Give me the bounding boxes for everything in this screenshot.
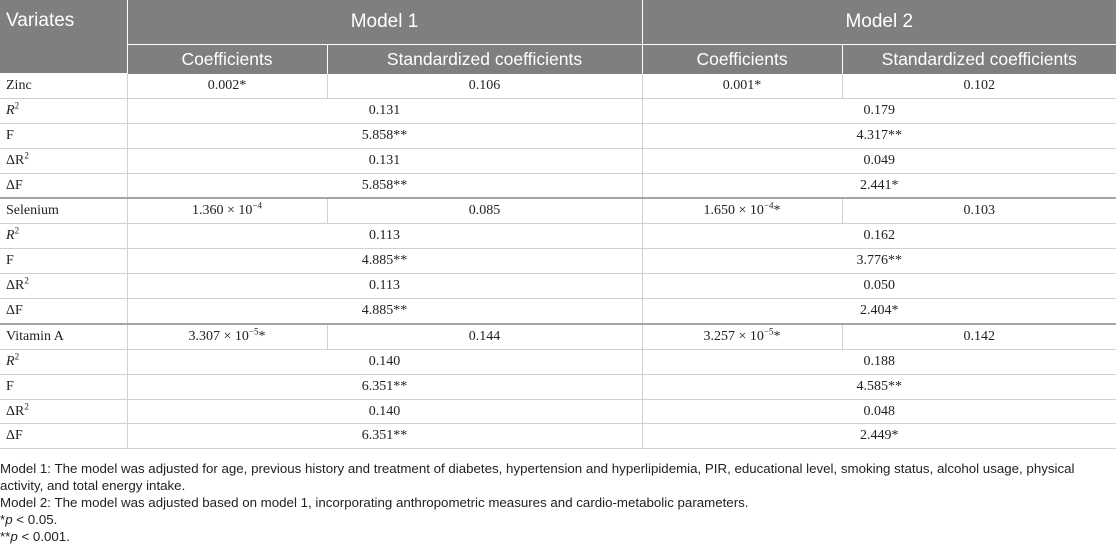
model2-value: 0.179 xyxy=(642,98,1116,123)
note-p-0001: **p < 0.001. xyxy=(0,529,70,544)
table-row xyxy=(0,274,1116,299)
row-label: $\Delta R^2$ xyxy=(0,148,127,173)
row-label: $R^2$ xyxy=(0,349,127,374)
model2-coefficient: 0.001* xyxy=(642,74,842,99)
row-label: $\Delta R^2$ xyxy=(0,274,127,299)
table-row xyxy=(0,424,1116,449)
header-m2-standardized: Standardized coefficients xyxy=(842,44,1116,73)
model1-standardized: 0.144 xyxy=(327,324,642,349)
model2-value: 0.049 xyxy=(642,148,1116,173)
header-variates: Variates xyxy=(0,0,127,74)
model2-standardized: 0.103 xyxy=(842,198,1116,223)
row-label: ΔF xyxy=(0,299,127,324)
table-row xyxy=(0,198,1116,223)
model2-value: 2.404* xyxy=(642,299,1116,324)
model2-value: 2.449* xyxy=(642,424,1116,449)
model2-value: 4.585** xyxy=(642,374,1116,399)
table-row xyxy=(0,299,1116,324)
model1-value: 5.858** xyxy=(127,123,642,148)
header-m2-coefficients: Coefficients xyxy=(642,44,842,73)
model1-value: 4.885** xyxy=(127,249,642,274)
model2-standardized: 0.142 xyxy=(842,324,1116,349)
row-label: Selenium xyxy=(0,198,127,223)
note-model-2: Model 2: The model was adjusted based on model 1, incorporating anthropometric measures and cardio-metabolic parameters. xyxy=(0,495,749,510)
model2-value: 3.776** xyxy=(642,249,1116,274)
table-footnotes xyxy=(0,460,1108,545)
model1-standardized: 0.085 xyxy=(327,198,642,223)
model2-standardized: 0.102 xyxy=(842,74,1116,99)
row-label: F xyxy=(0,249,127,274)
model1-value: 5.858** xyxy=(127,173,642,198)
model1-value: 6.351** xyxy=(127,424,642,449)
table-row xyxy=(0,148,1116,173)
table-row xyxy=(0,324,1116,349)
table-row xyxy=(0,173,1116,198)
header-model-2: Model 2 xyxy=(642,0,1116,44)
model1-value: 4.885** xyxy=(127,299,642,324)
row-label: Zinc xyxy=(0,74,127,99)
row-label: Vitamin A xyxy=(0,324,127,349)
model1-value: 0.140 xyxy=(127,349,642,374)
model2-coefficient: $3.257 \times 10^{-5}*$ xyxy=(642,324,842,349)
row-label: $R^2$ xyxy=(0,224,127,249)
row-label: $R^2$ xyxy=(0,98,127,123)
model2-value: 2.441* xyxy=(642,173,1116,198)
table-row xyxy=(0,399,1116,424)
model1-value: 6.351** xyxy=(127,374,642,399)
table-row xyxy=(0,249,1116,274)
table-row xyxy=(0,74,1116,99)
model2-coefficient: $1.650 \times 10^{-4}*$ xyxy=(642,198,842,223)
model1-coefficient: $3.307 \times 10^{-5}*$ xyxy=(127,324,327,349)
row-label: ΔF xyxy=(0,173,127,198)
row-label: ΔF xyxy=(0,424,127,449)
model1-value: 0.140 xyxy=(127,399,642,424)
model2-value: 0.048 xyxy=(642,399,1116,424)
row-label: F xyxy=(0,123,127,148)
table-row xyxy=(0,374,1116,399)
header-model-1: Model 1 xyxy=(127,0,642,44)
model2-value: 0.050 xyxy=(642,274,1116,299)
table-row xyxy=(0,224,1116,249)
model1-value: 0.131 xyxy=(127,148,642,173)
model1-standardized: 0.106 xyxy=(327,74,642,99)
row-label: $\Delta R^2$ xyxy=(0,399,127,424)
header-m1-coefficients: Coefficients xyxy=(127,44,327,73)
model1-coefficient: 0.002* xyxy=(127,74,327,99)
header-m1-standardized: Standardized coefficients xyxy=(327,44,642,73)
note-p-005: *p < 0.05. xyxy=(0,512,58,527)
model1-value: 0.113 xyxy=(127,224,642,249)
model2-value: 0.162 xyxy=(642,224,1116,249)
note-model-1: Model 1: The model was adjusted for age, previous history and treatment of diabetes, hypertension and hyperlipidemia, PIR, educational level, smoking status, alcohol usage, physical activity, and total energy intake. xyxy=(0,461,1075,493)
table-row xyxy=(0,123,1116,148)
model2-value: 0.188 xyxy=(642,349,1116,374)
table-row xyxy=(0,98,1116,123)
model1-value: 0.131 xyxy=(127,98,642,123)
row-label: F xyxy=(0,374,127,399)
model1-coefficient: $1.360 \times 10^{-4}$ xyxy=(127,198,327,223)
model2-value: 4.317** xyxy=(642,123,1116,148)
table-row xyxy=(0,349,1116,374)
model1-value: 0.113 xyxy=(127,274,642,299)
